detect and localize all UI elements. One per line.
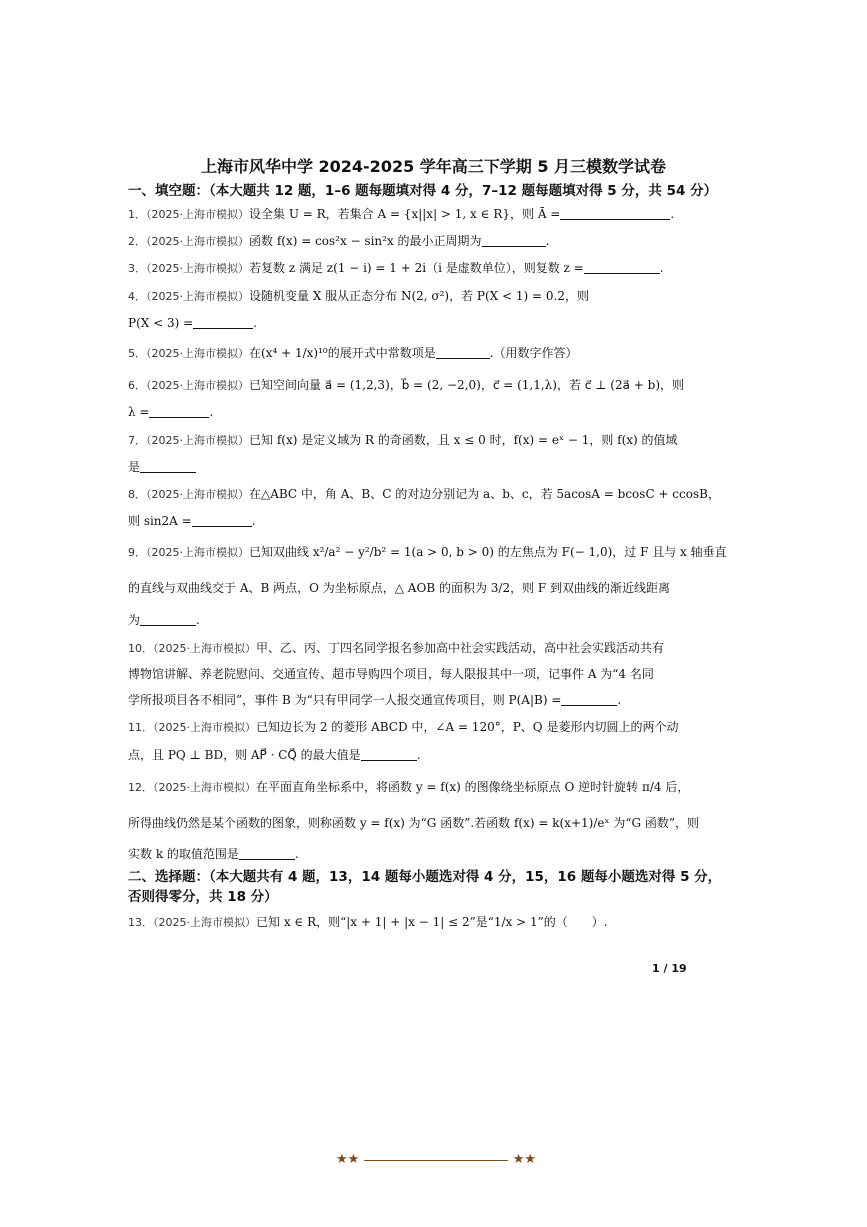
question-text: 已知边长为 2 的菱形 ABCD 中，∠A = 120°，P、Q 是菱形内切圆上的两个动 xyxy=(256,720,679,734)
answer-blank xyxy=(560,207,670,220)
page-number: 1 / 19 xyxy=(652,962,687,975)
question-9-continued-2 xyxy=(128,612,748,628)
question-text-continued: P(X < 3) = xyxy=(128,316,194,330)
question-6 xyxy=(128,377,748,394)
question-text: 若复数 z 满足 z(1 − i) = 1 + 2i（i 是虚数单位），则复数 z = xyxy=(249,261,584,275)
question-8-continued xyxy=(128,513,748,529)
question-tail: . xyxy=(251,514,256,528)
question-source: 8．（2025·上海市模拟） xyxy=(128,488,249,501)
answer-blank xyxy=(239,847,295,860)
question-12-continued-2 xyxy=(128,846,748,862)
question-tail: . xyxy=(196,613,200,627)
question-10 xyxy=(128,640,748,657)
question-text: 设随机变量 X 服从正态分布 N(2, σ²)，若 P(X < 1) = 0.2，则 xyxy=(249,289,589,303)
answer-blank xyxy=(140,613,196,626)
question-text: 已知空间向量 a⃗ = (1,2,3)，b⃗ = (2, −2,0)，c⃗ = (1,1,λ)，若 c⃗ ⊥ (2a⃗ + b)，则 xyxy=(249,378,685,392)
question-tail: . xyxy=(670,207,675,221)
question-source: 6．（2025·上海市模拟） xyxy=(128,379,249,392)
answer-blank xyxy=(193,316,253,329)
question-source: 2．（2025·上海市模拟） xyxy=(128,235,249,248)
question-5 xyxy=(128,345,748,362)
question-source: 9．（2025·上海市模拟） xyxy=(128,546,249,559)
answer-blank xyxy=(140,460,196,473)
question-source: 10．（2025·上海市模拟） xyxy=(128,642,256,655)
question-tail: .（用数字作答） xyxy=(489,346,578,360)
question-9 xyxy=(128,544,748,561)
question-12-continued xyxy=(128,815,748,831)
question-text-continued: 为 xyxy=(128,613,141,627)
question-text-continued: 博物馆讲解、养老院慰问、交通宣传、超市导购四个项目，每人限报其中一项，记事件 A 为“4 名同 xyxy=(128,667,654,681)
question-text: 函数 f(x) = cos²x − sin²x 的最小正周期为 xyxy=(249,234,482,248)
question-1 xyxy=(128,206,748,223)
answer-blank xyxy=(561,693,617,706)
answer-blank xyxy=(361,748,417,761)
question-text-continued: 是 xyxy=(128,460,141,474)
question-text-continued: 的直线与双曲线交于 A、B 两点，O 为坐标原点，△ AOB 的面积为 3/2，则 F 到双曲线的渐近线距离 xyxy=(128,581,671,595)
question-8 xyxy=(128,486,748,503)
question-source: 3．（2025·上海市模拟） xyxy=(128,262,249,275)
question-text: 已知双曲线 x²/a² − y²/b² = 1(a > 0, b > 0) 的左焦点为 F(− 1,0)，过 F 且与 x 轴垂直 xyxy=(249,545,727,559)
question-11-continued xyxy=(128,747,748,763)
question-13 xyxy=(128,914,748,931)
question-3 xyxy=(128,260,748,277)
answer-blank xyxy=(436,346,490,359)
question-text-continued: 所得曲线仍然是某个函数的图象，则称函数 y = f(x) 为“G 函数”.若函数 f(x) = k(x+1)/eˣ 为“G 函数”，则 xyxy=(128,816,700,830)
question-tail: . xyxy=(659,261,664,275)
question-source: 1．（2025·上海市模拟） xyxy=(128,208,249,221)
question-11 xyxy=(128,719,748,736)
section-heading-fill-in: 一、填空题：（本大题共 12 题，1–6 题每题填对得 4 分，7–12 题每题填对得 5 分，共 54 分） xyxy=(128,183,718,199)
answer-blank xyxy=(149,405,209,418)
question-4 xyxy=(128,288,748,305)
question-text: 在平面直角坐标系中，将函数 y = f(x) 的图像绕坐标原点 O 逆时针旋转 π/4 后， xyxy=(256,780,690,794)
question-text: 设全集 U = R，若集合 A = {x||x| > 1, x ∈ R}，则 Ā = xyxy=(249,207,561,221)
section-heading-multiple-choice-continued: 否则得零分，共 18 分） xyxy=(128,889,278,905)
section-heading-multiple-choice: 二、选择题：（本大题共有 4 题，13，14 题每小题选对得 4 分，15，16 题每小题选对得 5 分， xyxy=(128,869,722,885)
question-source: 4．（2025·上海市模拟） xyxy=(128,290,249,303)
question-text: 在(x⁴ + 1/x)¹⁰的展开式中常数项是 xyxy=(249,346,436,360)
question-4-continued xyxy=(128,315,748,331)
question-text-continued: 则 sin2A = xyxy=(128,514,192,528)
question-tail: . xyxy=(294,847,299,861)
footer-rule xyxy=(364,1160,508,1161)
question-text: 在△ABC 中，角 A、B、C 的对边分别记为 a、b、c，若 5acosA = bcosC + ccosB， xyxy=(249,487,720,501)
question-source: 13．（2025·上海市模拟） xyxy=(128,916,256,929)
question-source: 12．（2025·上海市模拟） xyxy=(128,781,256,794)
question-tail: . xyxy=(209,405,214,419)
star-icon: ★★ xyxy=(512,1152,536,1167)
question-text-continued: 学所报项目各不相同”，事件 B 为“只有甲同学一人报交通宣传项目，则 P(A|B) = xyxy=(128,693,562,707)
question-tail: . xyxy=(617,693,622,707)
answer-blank xyxy=(482,234,546,247)
question-text: 已知 x ∈ R，则“|x + 1| + |x − 1| ≤ 2”是“1/x > 1”的（ ）. xyxy=(256,915,608,929)
question-source: 7．（2025·上海市模拟） xyxy=(128,434,249,447)
document-title: 上海市风华中学 2024-2025 学年高三下学期 5 月三模数学试卷 xyxy=(200,157,667,176)
question-source: 5．（2025·上海市模拟） xyxy=(128,347,249,360)
question-7-continued xyxy=(128,459,748,475)
answer-blank xyxy=(192,514,252,527)
footer-ornament xyxy=(336,1152,536,1168)
question-9-continued xyxy=(128,580,748,596)
question-10-continued xyxy=(128,666,748,682)
question-tail: . xyxy=(545,234,550,248)
question-6-continued xyxy=(128,404,748,420)
question-text: 已知 f(x) 是定义域为 R 的奇函数，且 x ≤ 0 时，f(x) = eˣ − 1，则 f(x) 的值域 xyxy=(249,433,678,447)
question-2 xyxy=(128,233,748,250)
question-7 xyxy=(128,432,748,449)
answer-blank xyxy=(584,261,660,274)
question-12 xyxy=(128,779,748,796)
question-text-continued: 点，且 PQ ⊥ BD，则 AP⃗ · CQ⃗ 的最大值是 xyxy=(128,748,361,762)
question-tail: . xyxy=(416,748,421,762)
star-icon: ★★ xyxy=(336,1152,360,1167)
question-text-continued: 实数 k 的取值范围是 xyxy=(128,847,239,861)
question-10-continued-2 xyxy=(128,692,748,708)
question-text: 甲、乙、丙、丁四名同学报名参加高中社会实践活动，高中社会实践活动共有 xyxy=(256,641,665,655)
question-text-continued: λ = xyxy=(128,405,150,419)
question-source: 11．（2025·上海市模拟） xyxy=(128,721,256,734)
question-tail: . xyxy=(253,316,257,330)
